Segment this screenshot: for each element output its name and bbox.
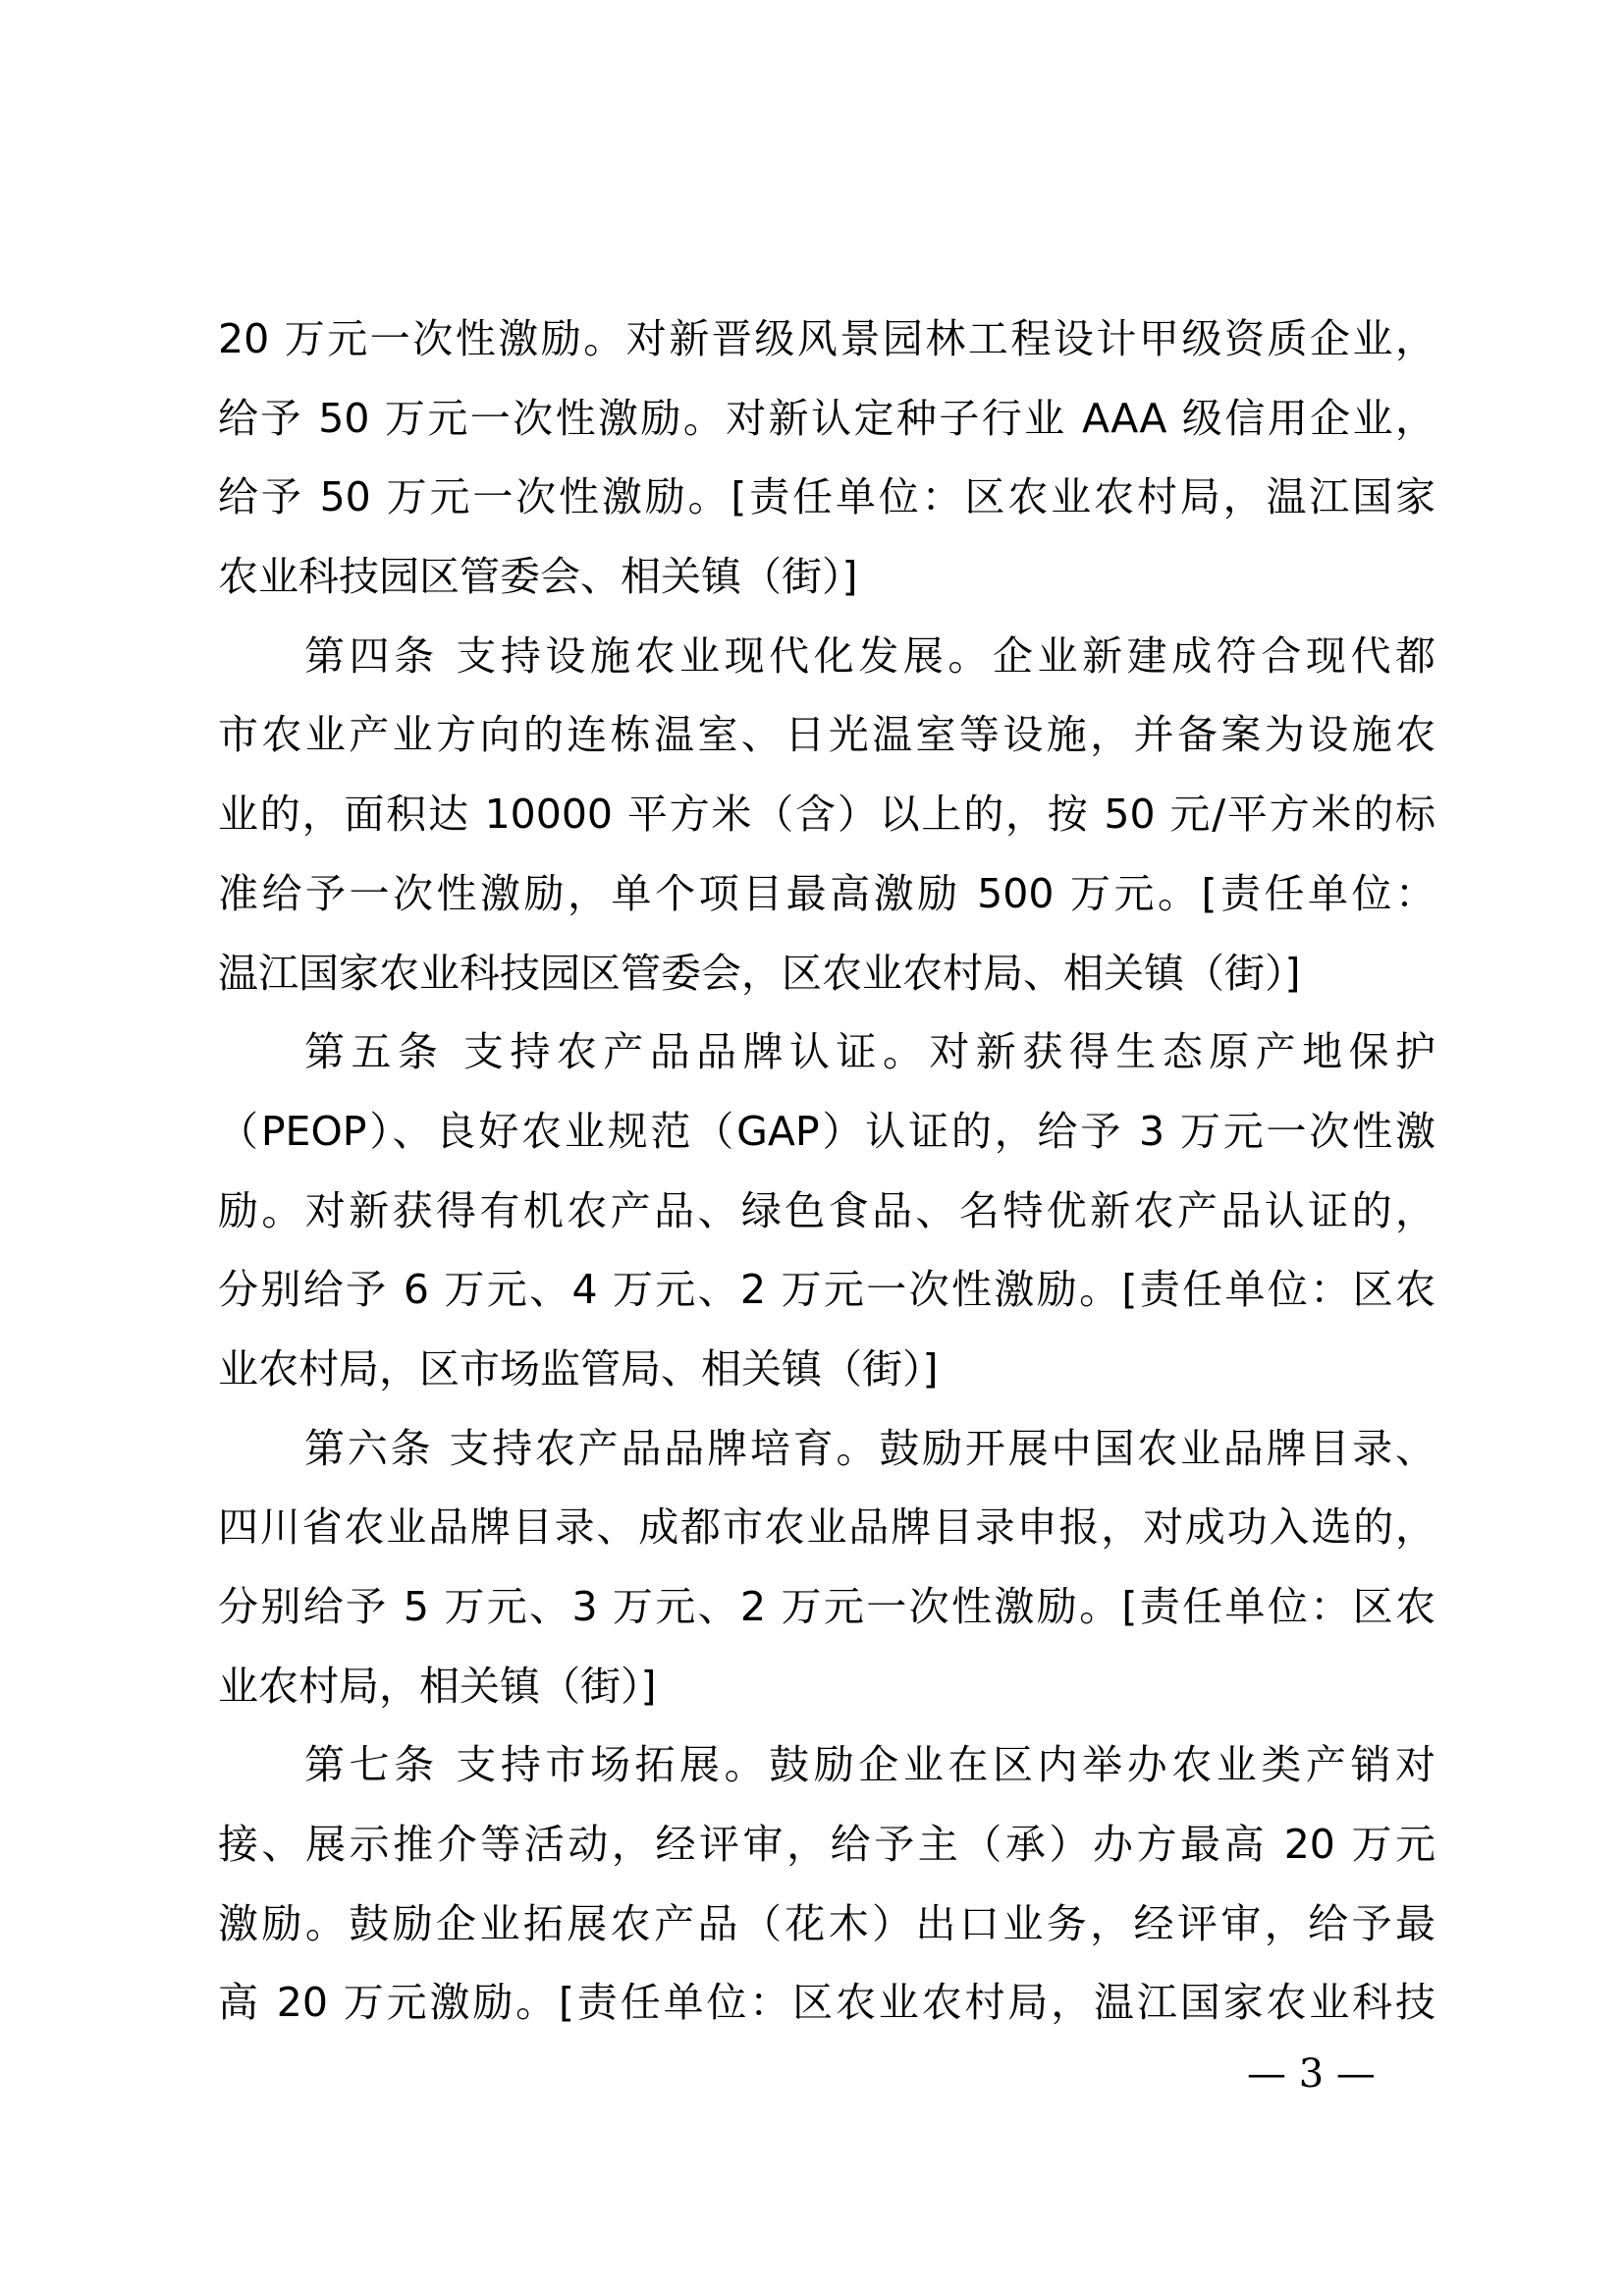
text-line: 市农业产业方向的连栋温室、日光温室等设施，并备案为设施农 [218, 711, 1435, 759]
text-line: 分别给予 6 万元、4 万元、2 万元一次性激励。[责任单位：区农 [218, 1266, 1435, 1314]
article-6-heading-line: 第六条 支持农产品品牌培育。鼓励开展中国农业品牌目录、 [304, 1424, 1435, 1472]
text-line: 四川省农业品牌目录、成都市农业品牌目录申报，对成功入选的， [218, 1503, 1435, 1552]
text-line: 高 20 万元激励。[责任单位：区农业农村局，温江国家农业科技 [218, 1979, 1435, 2027]
text-line: 给予 50 万元一次性激励。[责任单位：区农业农村局，温江国家 [218, 473, 1435, 521]
article-5-heading-line: 第五条 支持农产品品牌认证。对新获得生态原产地保护 [304, 1028, 1435, 1076]
text-line: 接、展示推介等活动，经评审，给予主（承）办方最高 20 万元 [218, 1821, 1435, 1869]
text-line: 准给予一次性激励，单个项目最高激励 500 万元。[责任单位： [218, 869, 1435, 917]
document-body [218, 300, 1435, 2043]
text-line: 给予 50 万元一次性激励。对新认定种子行业 AAA 级信用企业， [218, 394, 1435, 442]
text-line: （PEOP）、良好农业规范（GAP）认证的，给予 3 万元一次性激 [218, 1107, 1435, 1155]
text-line: 温江国家农业科技园区管委会，区农业农村局、相关镇（街）] [218, 949, 1301, 997]
text-line: 分别给予 5 万元、3 万元、2 万元一次性激励。[责任单位：区农 [218, 1583, 1435, 1630]
text-line: 20 万元一次性激励。对新晋级风景园林工程设计甲级资质企业， [218, 315, 1435, 362]
page-number: — 3 — [1247, 2051, 1376, 2097]
text-line: 农业科技园区管委会、相关镇（街）] [218, 553, 858, 601]
text-line: 业农村局，区市场监管局、相关镇（街）] [218, 1344, 939, 1393]
text-line: 激励。鼓励企业拓展农产品（花木）出口业务，经评审，给予最 [218, 1899, 1435, 1947]
article-4-heading-line: 第四条 支持设施农业现代化发展。企业新建成符合现代都 [304, 631, 1435, 680]
text-line: 励。对新获得有机农产品、绿色食品、名特优新农产品认证的， [218, 1186, 1435, 1234]
article-7-heading-line: 第七条 支持市场拓展。鼓励企业在区内举办农业类产销对 [304, 1741, 1435, 1789]
text-line: 业农村局，相关镇（街）] [218, 1662, 657, 1710]
text-line: 业的，面积达 10000 平方米（含）以上的，按 50 元/平方米的标 [218, 791, 1435, 839]
